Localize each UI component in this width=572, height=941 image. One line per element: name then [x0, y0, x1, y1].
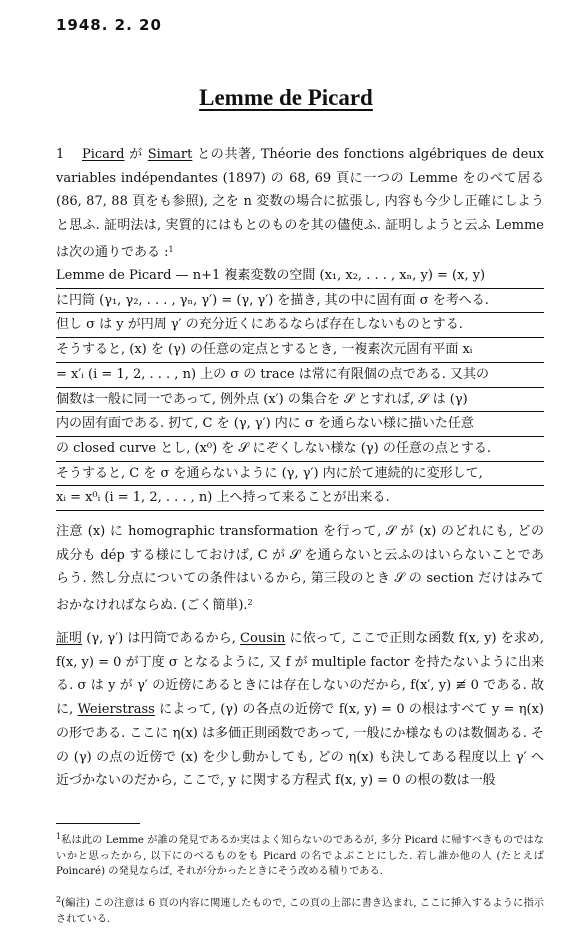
lemma-line: xᵢ = x⁰ᵢ (i = 1, 2, . . . , n) 上へ持って来ることが出来る. — [56, 486, 544, 511]
footnote-ref-2: 2 — [247, 598, 253, 608]
paragraph-1-text: との共著, Théorie des fonctions algébriques de deux variables indépendantes (1897) の 68, 69 頁に一つの Lemme をのべて居る (86, 87, 88 頁をも参照), 之を n 変数の場合に拡張し, 内容も今少し正確にしようと思ふ. 証明法は, 実質的にはもとのものを其の儘使ふ. 証明しようと云ふ Lemme は次の通りである : — [56, 147, 544, 260]
lemma-line-text: — n+1 複素変数の空間 (x₁, x₂, . . . , xₙ, y) = (x, y) — [171, 268, 486, 283]
lemma-line: そうすると, C を σ を通らないように (γ, γ′) 内に於て連続的に変形して, — [56, 462, 544, 487]
lemma-line: 但し σ は y が円周 γ′ の充分近くにあるならば存在しないものとする. — [56, 313, 544, 338]
lemma-line: に円筒 (γ₁, γ₂, . . . , γₙ, γ′) = (γ, γ′) を描き, 其の中に固有面 σ を考へる. — [56, 289, 544, 314]
author-picard: Picard — [82, 147, 125, 162]
lemma-line: = x′ᵢ (i = 1, 2, . . . , n) 上の σ の trace は常に有限個の点である. 又其の — [56, 363, 544, 388]
proof-text-1: (γ, γ′) は円筒であるから, — [82, 631, 241, 646]
proof-text-2: に依って, ここで正則な函数 f(x, y) を求め, f(x, y) = 0 が丁度 σ となるように, 又 f が multiple factor を持たないように出来る. σ は y が γ′ の近傍にあるときには存在しないのだから, f(x′, y) ≢ 0 である. 故に, — [56, 631, 544, 718]
paragraph-remark — [56, 520, 544, 618]
lemma-line — [56, 264, 544, 289]
remark-text: 注意 (x) に homographic transformation を行って, 𝒮 が (x) のどれにも, どの成分も dép する様にしておけば, C が 𝒮 を通らないと云ふのはいらないことであらう. 然し分点についての条件はいるから, 第三段のとき 𝒮 の section だけはみておかなければならぬ. (ごく簡単). — [56, 524, 544, 614]
lemma-line: そうすると, (x) を (γ) の任意の定点とするとき, 一複素次元固有平面 xᵢ — [56, 338, 544, 363]
lemma-statement — [56, 264, 544, 511]
lemma-line: の closed curve とし, (x⁰) を 𝒮 にぞくしない様な (γ) の任意の点とする. — [56, 437, 544, 462]
lemma-line: 内の固有面である. 扨て, C を (γ, γ′) 内に σ を通らない様に描いた任意 — [56, 412, 544, 437]
author-simart: Simart — [147, 147, 193, 162]
particle-ga: が — [124, 147, 148, 162]
footnote-text: (編注) この注意は 6 頁の内容に関連したもので, この頁の上部に書き込まれ, ここに挿入するように指示されている. — [56, 898, 544, 925]
date-header: 1948. 2. 20 — [56, 16, 162, 34]
footnote-2 — [56, 892, 544, 927]
footnote-mark: 1 — [56, 832, 62, 841]
section-number: 1 — [56, 147, 65, 162]
paragraph-1 — [56, 143, 544, 265]
proof-label: 証明 — [56, 631, 83, 646]
lemma-line: 個数は一般に同一であって, 例外点 (x′) の集合を 𝒮 とすれば, 𝒮 は (γ) — [56, 388, 544, 413]
proof-text-3: によって, (γ) の各点の近傍で f(x, y) = 0 の根はすべて y = η(x) の形である. ここに η(x) は多価正則函数であって, 一般にか様なものは数個ある. その (γ) の点の近傍で (x) を少し動かしても, どの η(x) も決してある程度以上 γ′ へ近づかないのだから, ここで, y に関する方程式 f(x, y) = 0 の根の数は一般 — [56, 702, 545, 789]
name-weierstrass: Weierstrass — [77, 702, 155, 718]
name-cousin: Cousin — [240, 631, 286, 646]
footnote-1 — [56, 829, 544, 880]
footnote-mark: 2 — [56, 895, 62, 904]
footnote-separator — [56, 823, 140, 824]
paragraph-proof — [56, 627, 544, 793]
footnote-text: 私は此の Lemme が誰の発見であるか実はよく知らないのであるが, 多分 Picard に帰すべきものではないかと思ったから, 以下にのべるものをも Picard の名でよぶことにした. 若し誰か他の人 (たとえば Poincaré) の発見ならば, それが分かったときにそう改める積りである. — [56, 835, 544, 878]
lemma-label: Lemme de Picard — [56, 268, 172, 283]
footnote-ref-1: 1 — [168, 244, 174, 254]
page-title: Lemme de Picard — [199, 85, 373, 110]
